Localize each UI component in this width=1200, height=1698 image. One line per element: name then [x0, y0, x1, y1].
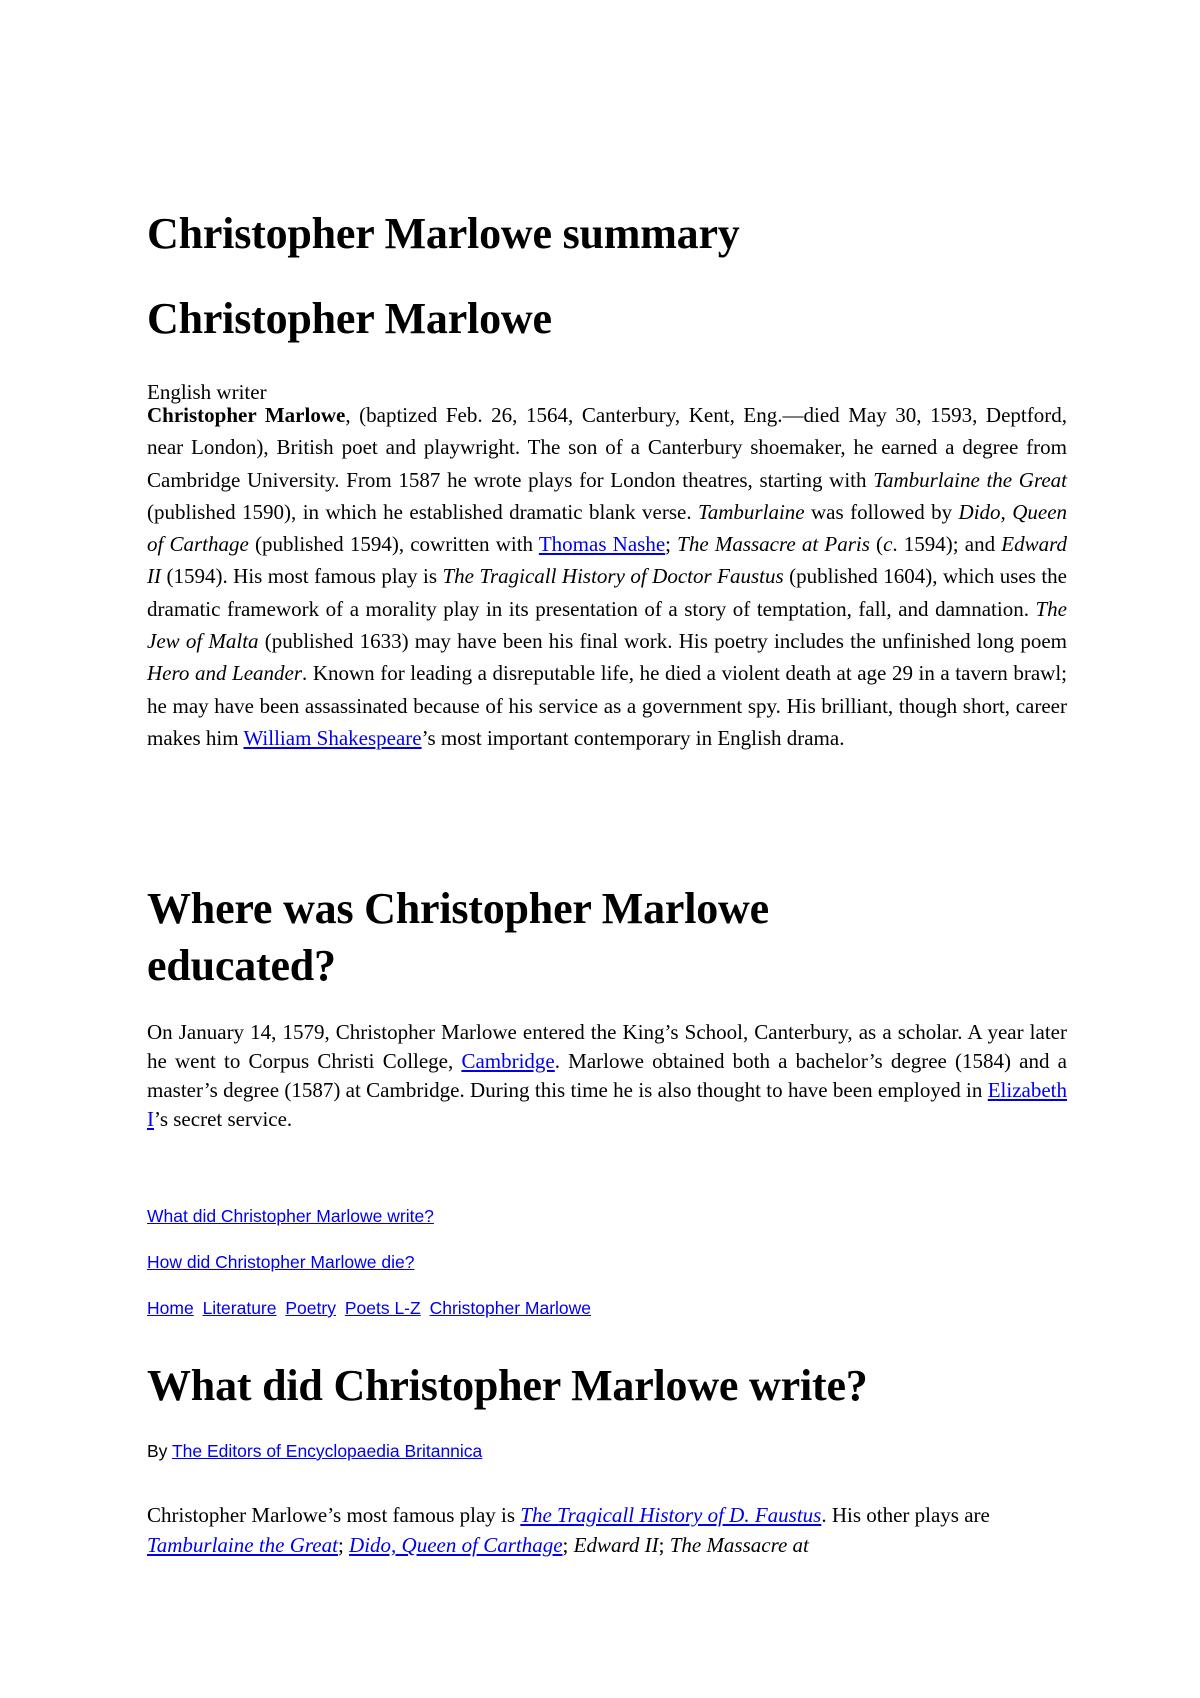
bio-title: The Jew of Malta: [147, 596, 1067, 654]
works-paragraph: [147, 1500, 1067, 1560]
link-doctor-faustus[interactable]: The Tragicall History of D. Faustus: [520, 1503, 822, 1527]
byline-prefix: By: [147, 1441, 172, 1461]
byline-author-link[interactable]: The Editors of Encyclopaedia Britannica: [171, 1441, 483, 1461]
breadcrumb-literature[interactable]: Literature: [202, 1298, 277, 1318]
works-text: Christopher Marlowe’s most famous play is: [147, 1503, 521, 1527]
bio-text: (published 1590), in which he established dramatic blank verse.: [147, 499, 699, 524]
question-link-row: [147, 1206, 434, 1227]
breadcrumb-poets-l-z[interactable]: Poets L-Z: [344, 1298, 421, 1318]
link-tamburlaine[interactable]: Tamburlaine the Great: [147, 1533, 338, 1557]
bio-text: (1594). His most famous play is: [161, 564, 443, 589]
edu-text: ’s secret service.: [154, 1107, 293, 1131]
bio-title: Hero and Leander: [147, 661, 303, 686]
link-elizabeth-i[interactable]: Elizabeth I: [147, 1078, 1067, 1131]
works-text: ;: [658, 1533, 670, 1557]
breadcrumb: [147, 1298, 595, 1319]
bio-text: (published 1594), cowritten with: [248, 532, 539, 557]
bio-text: . Known for leading a disreputable life, he died a violent death at age 29 in a tavern brawl; he may have been assassinated because of his service as a government spy. His brilliant, though short, career makes him: [147, 661, 1067, 750]
link-cambridge[interactable]: Cambridge: [461, 1049, 555, 1073]
bio-title: The Massacre at Paris: [677, 532, 870, 557]
question-link-what-write[interactable]: What did Christopher Marlowe write?: [147, 1206, 434, 1226]
bio-title: Tamburlaine: [698, 499, 805, 524]
bio-text: . 1594); and: [892, 532, 1002, 557]
subtitle: English writer: [147, 380, 267, 404]
section-heading-name: Christopher Marlowe: [147, 294, 552, 343]
bio-name: Christopher Marlowe: [147, 403, 346, 427]
bio-title: c: [883, 532, 893, 557]
bio-text: was followed by: [804, 499, 959, 524]
bio-text: (published 1633) may have been his final work. His poetry includes the unfinished long poem: [258, 629, 1067, 654]
bio-title: Edward II: [147, 532, 1068, 589]
bio-title: Tamburlaine the Great: [873, 467, 1067, 492]
bio-title: Dido, Queen of Carthage: [147, 499, 1068, 557]
works-text: . His other plays are: [821, 1503, 990, 1527]
bio-text: (published 1604), which uses the dramatic framework of a morality play in its presentation of a story of temptation, fall, and damnation.: [147, 564, 1068, 621]
works-text: ;: [337, 1533, 350, 1557]
breadcrumb-christopher-marlowe[interactable]: Christopher Marlowe: [429, 1298, 592, 1318]
edu-text: On January 14, 1579, Christopher Marlowe entered the King’s School, Canterbury, as a scholar. A year later he went to Corpus Christi College,: [147, 1020, 1067, 1073]
byline: [147, 1441, 482, 1462]
page-title: Christopher Marlowe summary: [147, 209, 740, 258]
bio-text: ;: [665, 532, 678, 557]
question-link-row: [147, 1252, 414, 1273]
section-heading-what: What did Christopher Marlowe write?: [147, 1361, 868, 1410]
link-thomas-nashe[interactable]: Thomas Nashe: [538, 532, 666, 557]
education-paragraph: [147, 1018, 1067, 1134]
works-text: ;: [562, 1533, 574, 1557]
bio-title: The Tragicall History of Doctor Faustus: [442, 564, 784, 589]
section-heading-where: Where was Christopher Marlowe educated?: [147, 884, 769, 990]
link-dido[interactable]: Dido, Queen of Carthage: [349, 1533, 563, 1557]
bio-text: , (baptized Feb. 26, 1564, Canterbury, Kent, Eng.—died May 30, 1593, Deptford, near London), British poet and playwright. The son of a Canterbury shoemaker, he earned a degree from Cambridge University. From 1587 he wrote plays for London theatres, starting with: [147, 403, 1067, 492]
breadcrumb-poetry[interactable]: Poetry: [285, 1298, 336, 1318]
edu-text: . Marlowe obtained both a bachelor’s degree (1584) and a master’s degree (1587) at Cambridge. During this time he is also thought to have been employed in: [147, 1049, 1067, 1102]
works-title: The Massacre at: [669, 1533, 809, 1557]
bio-paragraph: [147, 399, 1067, 754]
breadcrumb-home[interactable]: Home: [147, 1298, 194, 1318]
bio-text: ’s most important contemporary in English drama.: [421, 725, 845, 750]
works-title: Edward II: [573, 1533, 659, 1557]
link-william-shakespeare[interactable]: William Shakespeare: [243, 725, 422, 750]
question-link-how-die[interactable]: How did Christopher Marlowe die?: [147, 1252, 415, 1272]
bio-text: (: [869, 532, 884, 557]
